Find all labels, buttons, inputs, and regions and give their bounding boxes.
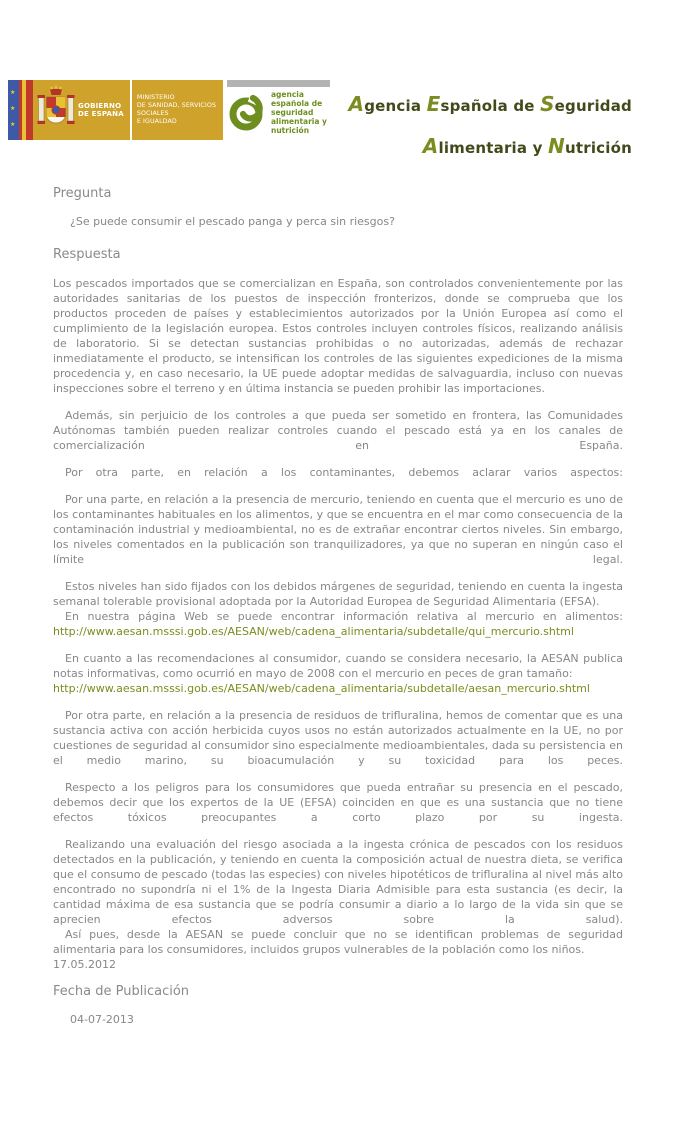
title-initial: N: [548, 134, 565, 158]
respuesta-paragraph: Los pescados importados que se comercializan en España, son controlados convenientemente por las autoridades sanitarias de los puestos de inspección fronterizos, donde se comprueba que los productos proceden de países y establecimientos autorizados por la Unión Europea así como el cumplimiento de la legislación europea. Estos controles incluyen controles físicos, realizando análisis de laboratorio. Si se detectan sustancias prohibidas o no autorizadas, además de rechazar inmediatamente el producto, se intensifican los controles de las siguientes expediciones de la misma procedencia y, en caso necesario, la UE puede adoptar medidas de salvaguardia, incluso con nuevas inspecciones sobre el terreno y en última instancia se pueden prohibir las importaciones.: [53, 277, 623, 395]
title-text: eguridad: [554, 97, 632, 115]
respuesta-paragraph: Por otra parte, en relación a los contaminantes, debemos aclarar varios aspectos:: [65, 466, 623, 479]
gobierno-banner: [8, 80, 223, 140]
aesan-logo-text: [271, 90, 327, 135]
respuesta-paragraph: En nuestra página Web se puede encontrar información relativa al mercurio en alimentos:: [65, 610, 623, 623]
gobierno-line: DE ESPAÑA: [78, 110, 124, 118]
ministerio-line: MINISTERIO: [136, 94, 175, 101]
aesan-spiral-icon: [227, 90, 267, 138]
aesan-logo-line: seguridad: [271, 108, 314, 117]
title-text: utrición: [564, 139, 632, 157]
aesan-logo: [227, 80, 330, 140]
fecha-value: 04-07-2013: [70, 1013, 134, 1026]
gobierno-line: GOBIERNO: [78, 101, 122, 110]
ministerio-label: [132, 94, 223, 126]
title-initial: A: [422, 134, 439, 158]
aesan-logo-line: española de: [271, 99, 323, 108]
eu-spain-flag-icon: [8, 80, 33, 140]
gobierno-label: [78, 102, 124, 119]
title-text: gencia: [364, 97, 427, 115]
ministerio-line: DE SANIDAD, SERVICIOS SOCIALES: [136, 102, 217, 117]
fecha-heading: Fecha de Publicación: [53, 984, 190, 999]
title-text: limentaria y: [438, 139, 549, 157]
pregunta-heading: Pregunta: [53, 186, 112, 201]
page-title: [330, 92, 632, 160]
aesan-logo-bar: [227, 80, 330, 87]
eu-star-icon: ★: [10, 121, 16, 128]
respuesta-paragraph: Por otra parte, en relación a la presencia de residuos de trifluralina, hemos de comentar que es una sustancia activa con acción herbicida cuyos usos no están autorizados actualmente en la UE, no por cuestiones de seguridad al consumidor sino especialmente medioambientales, dada su persistencia en el medio marino, su bioacumulación y su toxicidad para los peces.: [53, 709, 623, 767]
eu-star-icon: ★: [10, 105, 16, 112]
respuesta-paragraph: En cuanto a las recomendaciones al consumidor, cuando se considera necesario, la AESAN publica notas informativas, como ocurrió en mayo de 2008 con el mercurio en peces de gran tamaño:: [53, 652, 623, 680]
aesan-logo-line: alimentaria y: [271, 117, 327, 126]
ministerio-line: E IGUALDAD: [136, 118, 177, 125]
respuesta-paragraph: Realizando una evaluación del riesgo asociada a la ingesta crónica de pescados con los residuos detectados en la publicación, y teniendo en cuenta la composición actual de nuestra dieta, se verifica que el consumo de pescado (todas las especies) con niveles hipotéticos de trifluralina al nivel más alto encontrado no supondría ni el 1% de la Ingesta Diaria Admisible para esta sustancia (es decir, la cantidad máxima de esa sustancia que se podría consumir a diario a lo largo de la vida sin que se aprecien efectos adversos sobre la salud).: [53, 838, 623, 926]
respuesta-body: [53, 276, 623, 972]
title-initial: E: [426, 92, 441, 116]
question-text: ¿Se puede consumir el pescado panga y perca sin riesgos?: [70, 215, 395, 228]
title-line-2: [330, 134, 632, 160]
title-initial: A: [348, 92, 365, 116]
coat-of-arms-icon: [37, 85, 75, 135]
respuesta-paragraph: Estos niveles han sido fijados con los debidos márgenes de seguridad, teniendo en cuenta la ingesta semanal tolerable provisional adoptada por la Autoridad Europea de Seguridad Alimentaria (EFSA).: [53, 580, 623, 608]
respuesta-heading: Respuesta: [53, 247, 121, 262]
mercury-info-link[interactable]: http://www.aesan.msssi.gob.es/AESAN/web/cadena_alimentaria/subdetalle/qui_mercurio.shtml: [53, 625, 574, 638]
eu-flag-stripe: [8, 80, 19, 140]
title-initial: S: [540, 92, 555, 116]
respuesta-date-note: 17.05.2012: [53, 958, 116, 971]
aesan-logo-line: nutrición: [271, 126, 310, 135]
eu-star-icon: ★: [10, 89, 16, 96]
title-line-1: [330, 92, 632, 118]
respuesta-paragraph: Además, sin perjuicio de los controles a que pueda ser sometido en frontera, las Comunidades Autónomas también pueden realizar controles cuando el pescado está ya en los canales de comercialización en España.: [53, 409, 623, 452]
aesan-mercury-note-link[interactable]: http://www.aesan.msssi.gob.es/AESAN/web/cadena_alimentaria/subdetalle/aesan_mercurio.shtml: [53, 682, 590, 695]
spain-flag-red-stripe: [26, 80, 33, 140]
respuesta-paragraph: Respecto a los peligros para los consumidores que pueda entrañar su presencia en el pescado, debemos decir que los expertos de la UE (EFSA) coinciden en que es una sustancia que no tiene efectos tóxicos preocupantes a corto plazo por su ingesta.: [53, 781, 623, 824]
title-text: spañola de: [440, 97, 541, 115]
respuesta-paragraph: Por una parte, en relación a la presencia de mercurio, teniendo en cuenta que el mercurio es uno de los contaminantes habituales en los alimentos, y que se encuentra en el mar como consecuencia de la contaminación industrial y medioambiental, no es de extrañar encontrar ciertos niveles. Sin embargo, los niveles comentados en la publicación son tranquilizadores, ya que no superan en ningún caso el límite legal.: [53, 493, 623, 566]
main-content: [53, 186, 623, 1026]
respuesta-paragraph: Así pues, desde la AESAN se puede concluir que no se identifican problemas de seguridad alimentaria para los consumidores, incluidos grupos vulnerables de la población como los niños.: [53, 928, 623, 956]
aesan-logo-line: agencia: [271, 90, 304, 99]
ministerio-section: [130, 80, 223, 140]
